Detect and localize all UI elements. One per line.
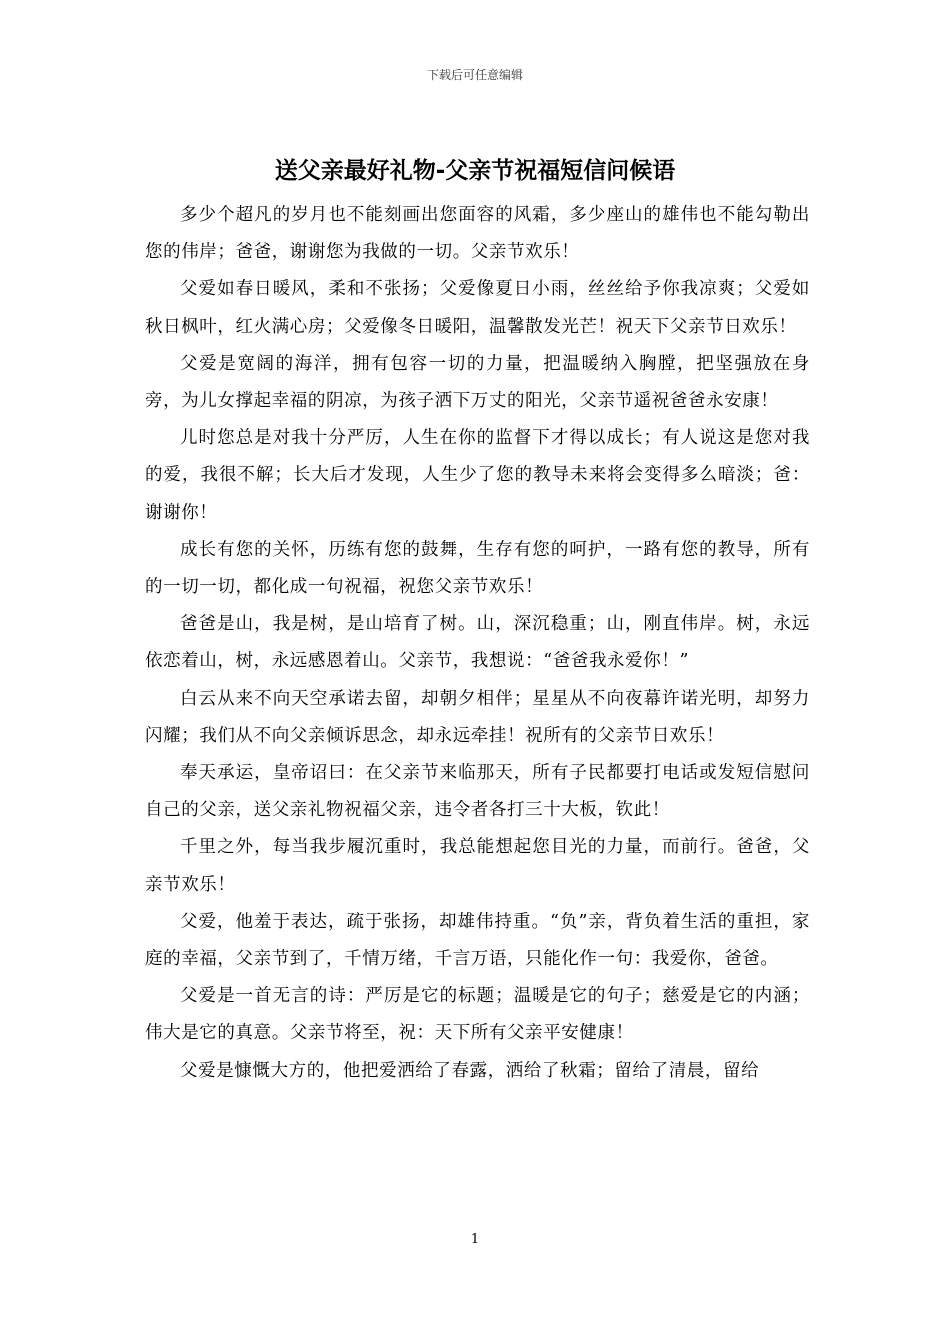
paragraph: 多少个超凡的岁月也不能刻画出您面容的风霜，多少座山的雄伟也不能勾勒出您的伟岸；爸爸，谢谢您为我做的一切。父亲节欢乐！: [145, 205, 810, 263]
paragraph: 父爱，他羞于表达，疏于张扬，却雄伟持重。“负”亲，背负着生活的重担，家庭的幸福，父亲节到了，千情万绪，千言万语，只能化作一句：我爱你，爸爸。: [145, 911, 810, 970]
page-number: 1: [470, 1232, 480, 1247]
paragraph: 白云从来不向天空承诺去留，却朝夕相伴；星星从不向夜幕许诺光明，却努力闪耀；我们从不向父亲倾诉思念，却永远牵挂！祝所有的父亲节日欢乐！: [145, 688, 810, 746]
document-body: [145, 197, 810, 1090]
page-header-note: 下载后可任意编辑: [426, 68, 523, 82]
paragraph: 奉天承运，皇帝诏曰：在父亲节来临那天，所有子民都要打电话或发短信慰问自己的父亲，送父亲礼物祝福父亲，违令者各打三十大板，钦此！: [145, 763, 810, 821]
paragraph: 千里之外，每当我步履沉重时，我总能想起您目光的力量，而前行。爸爸，父亲节欢乐！: [145, 837, 810, 895]
paragraph: 父爱是宽阔的海洋，拥有包容一切的力量，把温暖纳入胸膛，把坚强放在身旁，为儿女撑起幸福的阴凉，为孩子洒下万丈的阳光，父亲节遥祝爸爸永安康！: [145, 353, 810, 412]
paragraph: 父爱是慷慨大方的，他把爱洒给了春露，洒给了秋霜；留给了清晨，留给: [180, 1060, 760, 1081]
paragraph: 成长有您的关怀，历练有您的鼓舞，生存有您的呵护，一路有您的教导，所有的一切一切，都化成一句祝福，祝您父亲节欢乐！: [145, 539, 810, 598]
paragraph: 父爱是一首无言的诗：严厉是它的标题；温暖是它的句子；慈爱是它的内涵；伟大是它的真意。父亲节将至，祝：天下所有父亲平安健康！: [145, 986, 810, 1044]
document-title: 送父亲最好礼物-父亲节祝福短信问候语: [274, 158, 676, 184]
paragraph: 儿时您总是对我十分严厉，人生在你的监督下才得以成长；有人说这是您对我的爱，我很不解；长大后才发现，人生少了您的教导未来将会变得多么暗淡；爸：谢谢你！: [145, 428, 810, 523]
paragraph: 爸爸是山，我是树，是山培育了树。山，深沉稳重；山，刚直伟岸。树，永远依恋着山，树，永远感恩着山。父亲节，我想说：“爸爸我永爱你！”: [145, 614, 810, 672]
paragraph: 父爱如春日暖风，柔和不张扬；父爱像夏日小雨，丝丝给予你我凉爽；父爱如秋日枫叶，红火满心房；父爱像冬日暖阳，温馨散发光芒！祝天下父亲节日欢乐！: [145, 279, 810, 337]
